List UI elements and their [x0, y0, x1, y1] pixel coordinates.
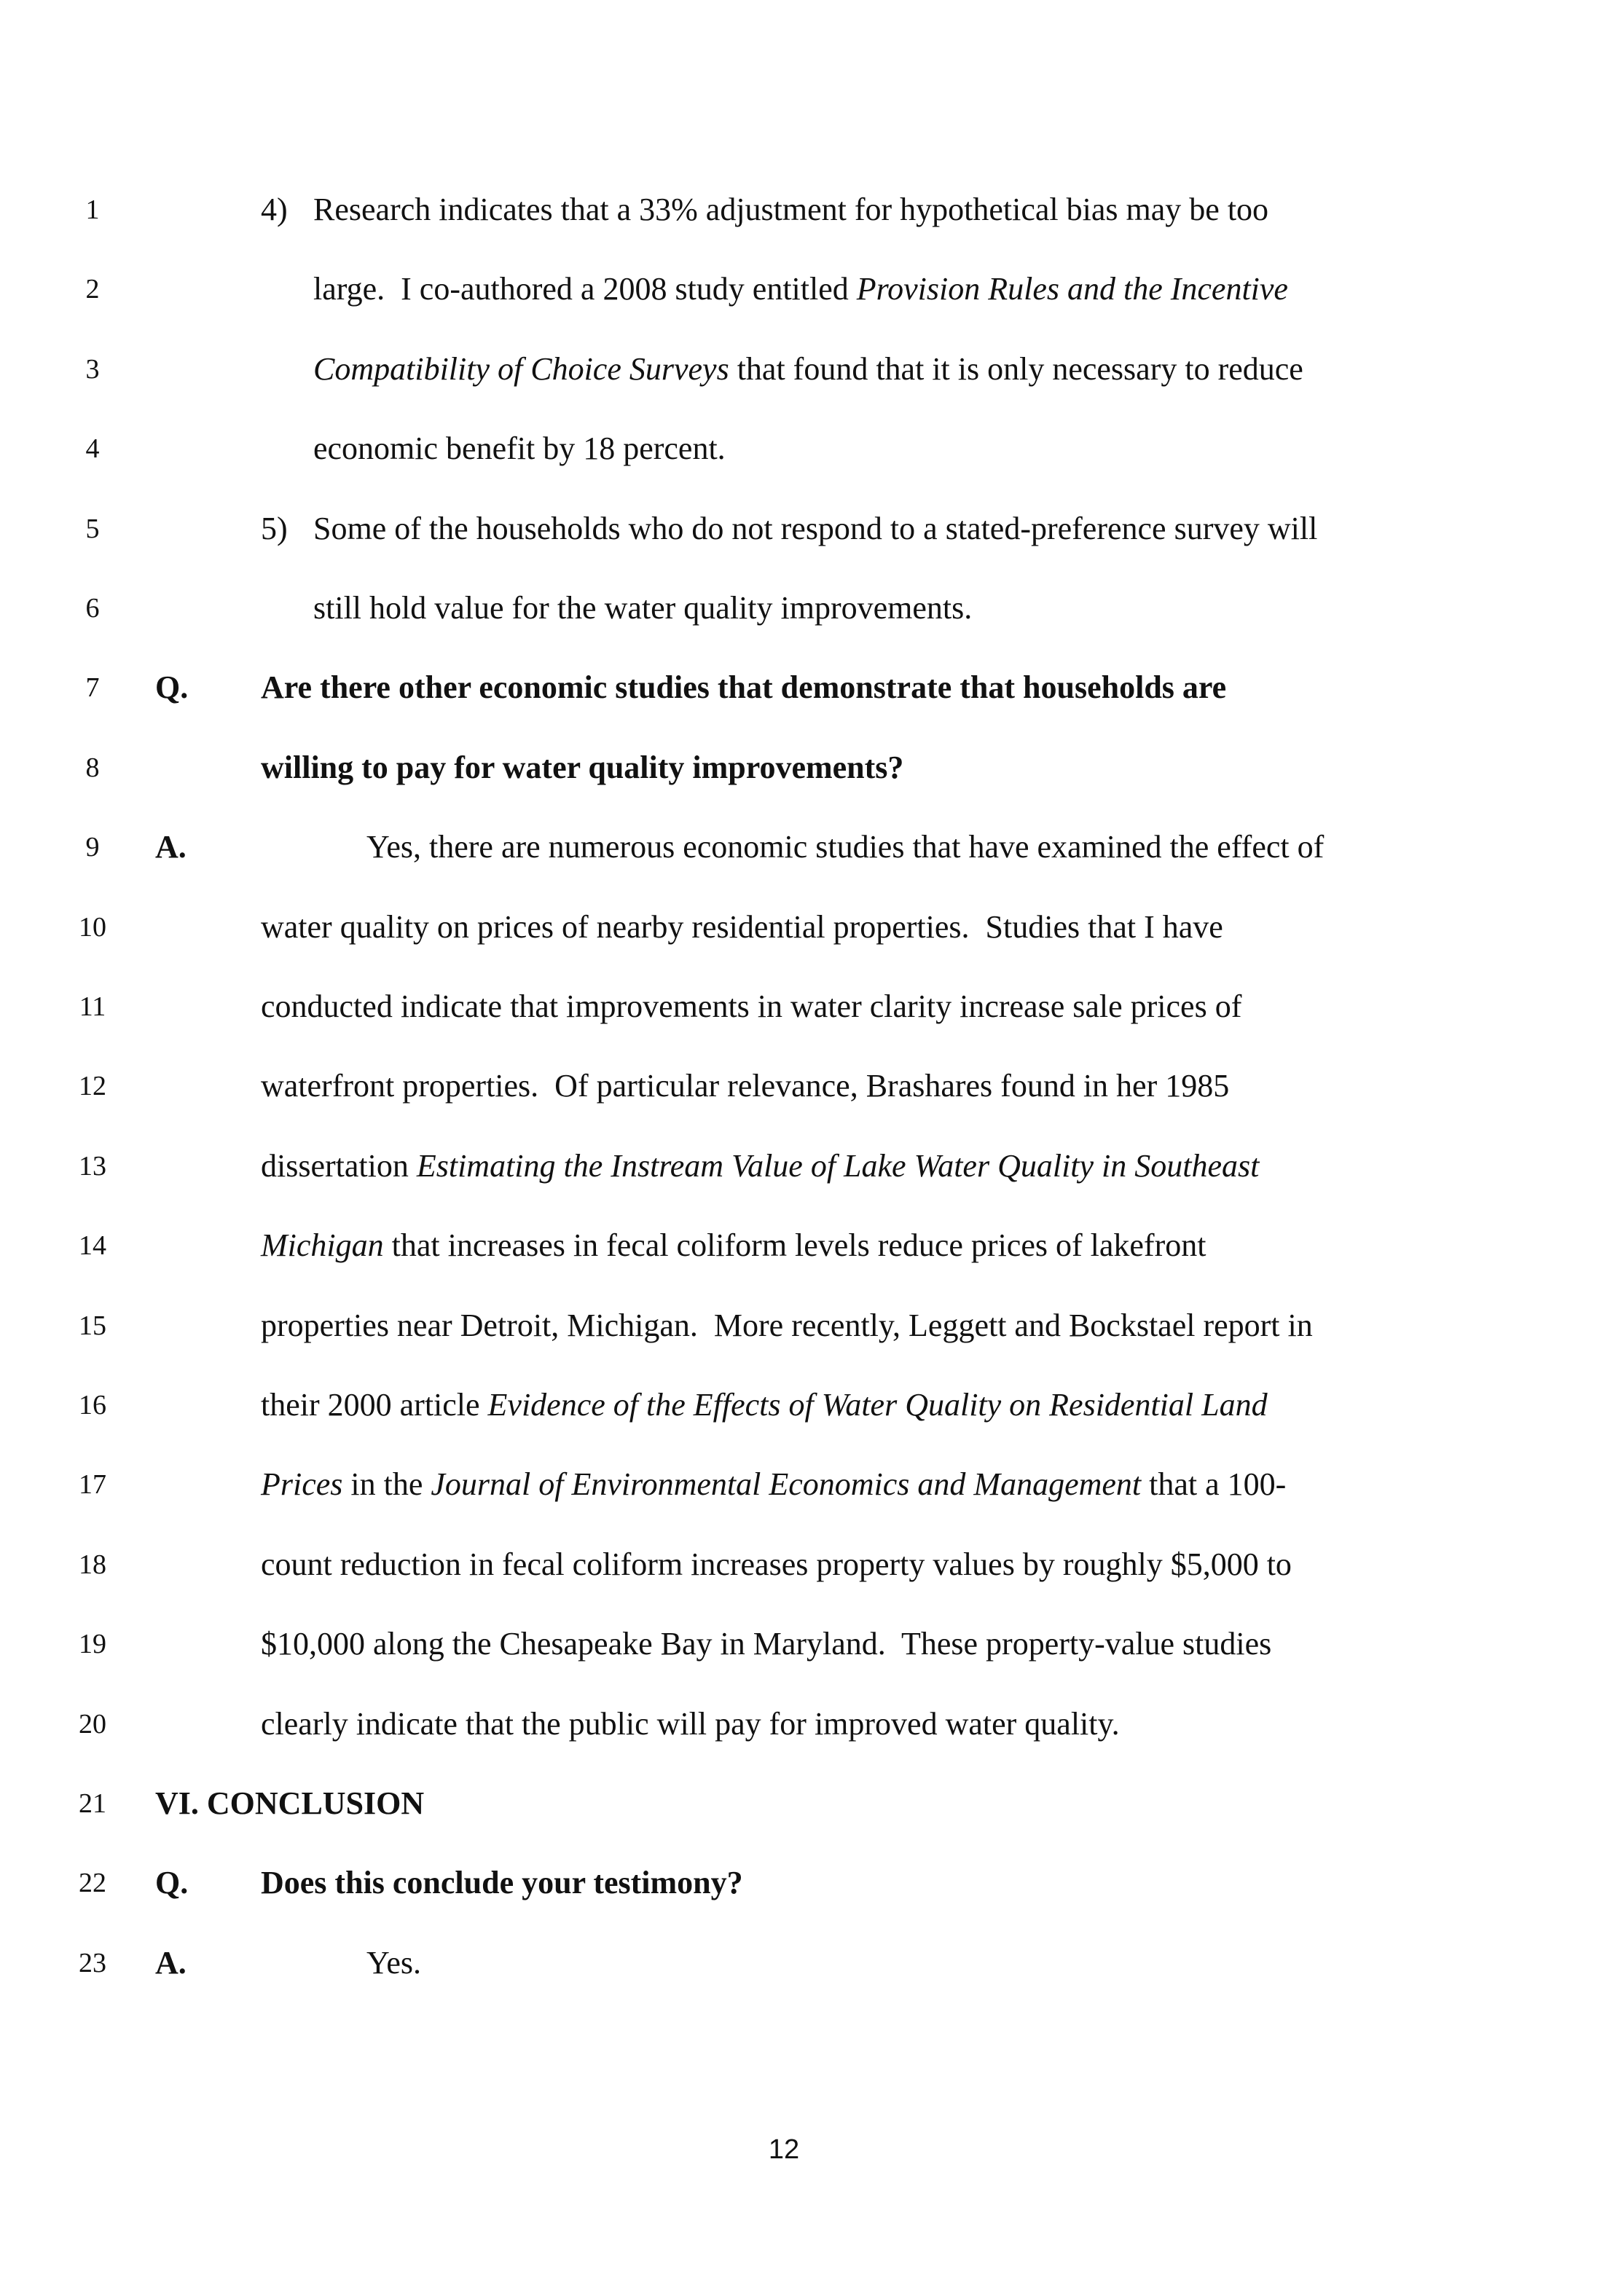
- text-run: that a 100-: [1141, 1466, 1287, 1503]
- italic-title: Prices: [261, 1466, 343, 1503]
- line-text: [366, 825, 1324, 869]
- numbered-line: [0, 267, 1597, 311]
- line-text: [261, 1224, 1206, 1267]
- line-text: [313, 586, 972, 630]
- line-text: [261, 1861, 743, 1905]
- italic-title: Provision Rules and the Incentive: [856, 271, 1288, 307]
- numbered-line: [0, 1383, 1597, 1427]
- line-number: 20: [79, 1708, 106, 1739]
- line-number: 21: [79, 1788, 106, 1819]
- numbered-line: [0, 586, 1597, 630]
- numbered-line: [0, 1622, 1597, 1666]
- text-run: Some of the households who do not respond to a stated-preference survey will: [313, 510, 1318, 546]
- line-text: [261, 985, 1241, 1029]
- text-run: still hold value for the water quality improvements.: [313, 590, 973, 626]
- line-number: 11: [79, 991, 106, 1022]
- qa-label: Q.: [155, 1865, 189, 1901]
- line-number: 10: [79, 911, 106, 943]
- page-number: 12: [768, 2134, 800, 2165]
- text-run: properties near Detroit, Michigan. More recently, Leggett and Bockstael report in: [261, 1307, 1313, 1343]
- line-number: 5: [85, 513, 100, 544]
- numbered-line: [0, 1702, 1597, 1746]
- numbered-line: [0, 905, 1597, 949]
- line-text: [261, 1622, 1271, 1666]
- numbered-line: [0, 1463, 1597, 1506]
- bold-text: willing to pay for water quality improvements?: [261, 749, 904, 785]
- text-run: that found that it is only necessary to reduce: [729, 350, 1303, 387]
- section-heading: [155, 1782, 424, 1825]
- text-run: Yes, there are numerous economic studies that have examined the effect of: [366, 829, 1325, 865]
- text-run: waterfront properties. Of particular relevance, Brashares found in her 1985: [261, 1068, 1230, 1104]
- numbered-line: [0, 1861, 1597, 1905]
- list-marker: 4): [261, 192, 288, 227]
- numbered-line: [0, 1941, 1597, 1985]
- line-text: [261, 1304, 1313, 1348]
- line-number: 8: [85, 752, 100, 783]
- italic-title: Estimating the Instream Value of Lake Water Quality in Southeast: [416, 1147, 1260, 1184]
- line-text: [261, 1702, 1120, 1746]
- line-text: [313, 507, 1317, 551]
- line-number: 23: [79, 1947, 106, 1978]
- italic-title: Compatibility of Choice Surveys: [313, 350, 729, 387]
- qa-label: Q.: [155, 669, 189, 706]
- bold-text: Does this conclude your testimony?: [261, 1865, 743, 1901]
- line-text: [261, 1543, 1292, 1587]
- line-text: [261, 1144, 1259, 1188]
- line-number: 22: [79, 1868, 106, 1899]
- text-run: $10,000 along the Chesapeake Bay in Maryland. These property-value studies: [261, 1626, 1272, 1662]
- text-run: dissertation: [261, 1147, 417, 1184]
- numbered-line: [0, 507, 1597, 551]
- numbered-line: [0, 985, 1597, 1029]
- italic-title: Evidence of the Effects of Water Quality on Residential Land: [487, 1387, 1268, 1423]
- line-number: 16: [79, 1390, 106, 1420]
- line-number: 4: [85, 433, 100, 465]
- numbered-line: [0, 1224, 1597, 1267]
- qa-label: A.: [155, 829, 187, 865]
- text-run: in the: [342, 1466, 431, 1503]
- line-text: [261, 746, 903, 790]
- text-run: clearly indicate that the public will pay for improved water quality.: [261, 1705, 1120, 1742]
- qa-label: A.: [155, 1944, 187, 1981]
- line-number: 15: [79, 1310, 106, 1341]
- italic-title: Journal of Environmental Economics and Management: [431, 1466, 1142, 1503]
- line-text: [366, 1941, 421, 1985]
- numbered-line: [0, 1304, 1597, 1348]
- text-run: economic benefit by 18 percent.: [313, 430, 726, 467]
- line-number: 3: [85, 353, 100, 385]
- text-run: water quality on prices of nearby residential properties. Studies that I have: [261, 908, 1223, 945]
- line-number: 12: [79, 1071, 106, 1102]
- line-number: 7: [85, 672, 100, 704]
- list-marker: 5): [261, 510, 288, 546]
- line-text: [261, 905, 1223, 949]
- line-text: [313, 427, 726, 471]
- line-number: 13: [79, 1150, 106, 1182]
- line-number: 14: [79, 1230, 106, 1262]
- numbered-line: [0, 1543, 1597, 1587]
- line-number: 17: [79, 1469, 106, 1501]
- line-number: 1: [85, 194, 100, 225]
- line-number: 18: [79, 1549, 106, 1580]
- numbered-line: [0, 347, 1597, 391]
- numbered-line: [0, 746, 1597, 790]
- text-run: large. I co-authored a 2008 study entitled: [313, 271, 857, 307]
- numbered-line: [0, 427, 1597, 471]
- line-text: [261, 1064, 1229, 1108]
- text-run: Research indicates that a 33% adjustment for hypothetical bias may be too: [313, 192, 1269, 227]
- bold-text: VI. CONCLUSION: [155, 1785, 425, 1821]
- text-run: count reduction in fecal coliform increases property values by roughly $5,000 to: [261, 1546, 1292, 1582]
- line-number: 6: [85, 593, 100, 624]
- text-run: Yes.: [366, 1944, 422, 1981]
- italic-title: Michigan: [261, 1227, 384, 1264]
- line-text: [313, 347, 1303, 391]
- numbered-line: [0, 666, 1597, 709]
- numbered-line: [0, 1064, 1597, 1108]
- bold-text: Are there other economic studies that demonstrate that households are: [261, 669, 1227, 706]
- line-number: 9: [85, 832, 100, 863]
- numbered-line: [0, 1144, 1597, 1188]
- line-text: [313, 267, 1288, 311]
- line-text: [313, 188, 1268, 232]
- line-text: [261, 1463, 1286, 1506]
- line-text: [261, 666, 1226, 709]
- text-run: their 2000 article: [261, 1387, 488, 1423]
- text-run: that increases in fecal coliform levels reduce prices of lakefront: [383, 1227, 1206, 1264]
- numbered-line: [0, 188, 1597, 232]
- line-number: 19: [79, 1629, 106, 1660]
- text-run: conducted indicate that improvements in water clarity increase sale prices of: [261, 988, 1242, 1024]
- numbered-line: [0, 1782, 1597, 1825]
- numbered-line: [0, 825, 1597, 869]
- line-text: [261, 1383, 1268, 1427]
- line-number: 2: [85, 274, 100, 305]
